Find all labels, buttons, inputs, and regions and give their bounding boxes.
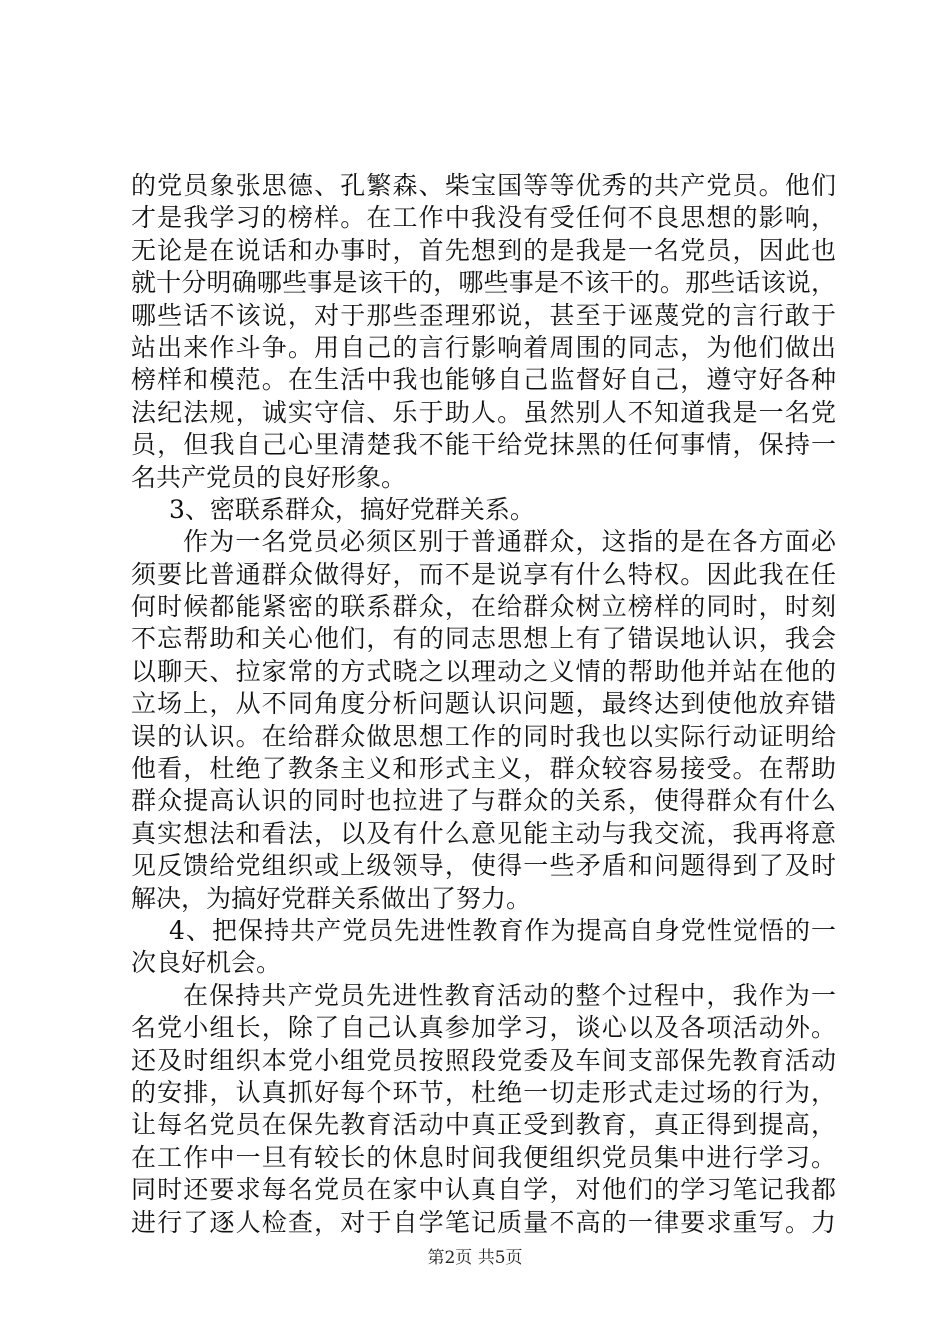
- text-line: 名党小组长，除了自己认真参加学习，谈心以及各项活动外。: [131, 1013, 836, 1043]
- page-number: 第2页 共5页: [427, 1248, 523, 1268]
- text-line: 见反馈给党组织或上级领导，使得一些矛盾和问题得到了及时: [131, 851, 836, 881]
- text-line: 以聊天、拉家常的方式晓之以理动之义情的帮助他并站在他的: [131, 656, 836, 686]
- text-line: 不忘帮助和关心他们，有的同志思想上有了错误地认识，我会: [131, 624, 836, 654]
- text-line: 他看，杜绝了教条主义和形式主义，群众较容易接受。在帮助: [131, 754, 836, 784]
- text-line: 真实想法和看法，以及有什么意见能主动与我交流，我再将意: [131, 818, 836, 848]
- text-line: 哪些话不该说，对于那些歪理邪说，甚至于诬蔑党的言行敢于: [131, 300, 836, 330]
- text-line: 3、密联系群众，搞好党群关系。: [169, 494, 535, 524]
- page-footer: [0, 1243, 950, 1268]
- text-line: 立场上，从不同角度分析问题认识问题，最终达到使他放弃错: [131, 689, 836, 719]
- text-line: 还及时组织本党小组党员按照段党委及车间支部保先教育活动: [131, 1045, 836, 1075]
- text-line: 站出来作斗争。用自己的言行影响着周围的同志，为他们做出: [131, 332, 836, 362]
- text-line: 的党员象张思德、孔繁森、柴宝国等等优秀的共产党员。他们: [131, 171, 836, 200]
- text-line: 才是我学习的榜样。在工作中我没有受任何不良思想的影响，: [131, 203, 836, 233]
- text-line: 榜样和模范。在生活中我也能够自己监督好自己，遵守好各种: [131, 365, 836, 395]
- text-line: 解决，为搞好党群关系做出了努力。: [131, 883, 532, 913]
- text-line: 次良好机会。: [131, 948, 282, 978]
- text-line: 群众提高认识的同时也拉进了与群众的关系，使得群众有什么: [131, 786, 836, 816]
- text-line: 的安排，认真抓好每个环节，杜绝一切走形式走过场的行为，: [131, 1077, 836, 1107]
- text-line: 作为一名党员必须区别于普通群众，这指的是在各方面必: [183, 527, 836, 557]
- text-line: 4、把保持共产党员先进性教育作为提高自身党性觉悟的一: [169, 915, 836, 945]
- text-line: 在保持共产党员先进性教育活动的整个过程中，我作为一: [183, 980, 836, 1010]
- text-line: 员，但我自己心里清楚我不能干给党抹黑的任何事情，保持一: [131, 430, 836, 460]
- text-line: 名共产党员的良好形象。: [131, 462, 407, 492]
- text-line: 让每名党员在保先教育活动中真正受到教育，真正得到提高，: [131, 1110, 836, 1140]
- text-line: 在工作中一旦有较长的休息时间我便组织党员集中进行学习。: [131, 1142, 836, 1172]
- text-line: 误的认识。在给群众做思想工作的同时我也以实际行动证明给: [131, 721, 836, 751]
- text-line: 何时候都能紧密的联系群众，在给群众树立榜样的同时，时刻: [131, 592, 836, 622]
- text-line: 法纪法规，诚实守信、乐于助人。虽然别人不知道我是一名党: [131, 397, 836, 427]
- text-line: 须要比普通群众做得好，而不是说享有什么特权。因此我在任: [131, 559, 836, 589]
- text-line: 就十分明确哪些事是该干的，哪些事是不该干的。那些话该说，: [131, 268, 836, 298]
- text-line: 进行了逐人检查，对于自学笔记质量不高的一律要求重写。力: [131, 1207, 836, 1237]
- text-line: 同时还要求每名党员在家中认真自学，对他们的学习笔记我都: [131, 1175, 836, 1205]
- text-line: 无论是在说话和办事时，首先想到的是我是一名党员，因此也: [131, 235, 836, 265]
- document-body: [131, 170, 836, 1239]
